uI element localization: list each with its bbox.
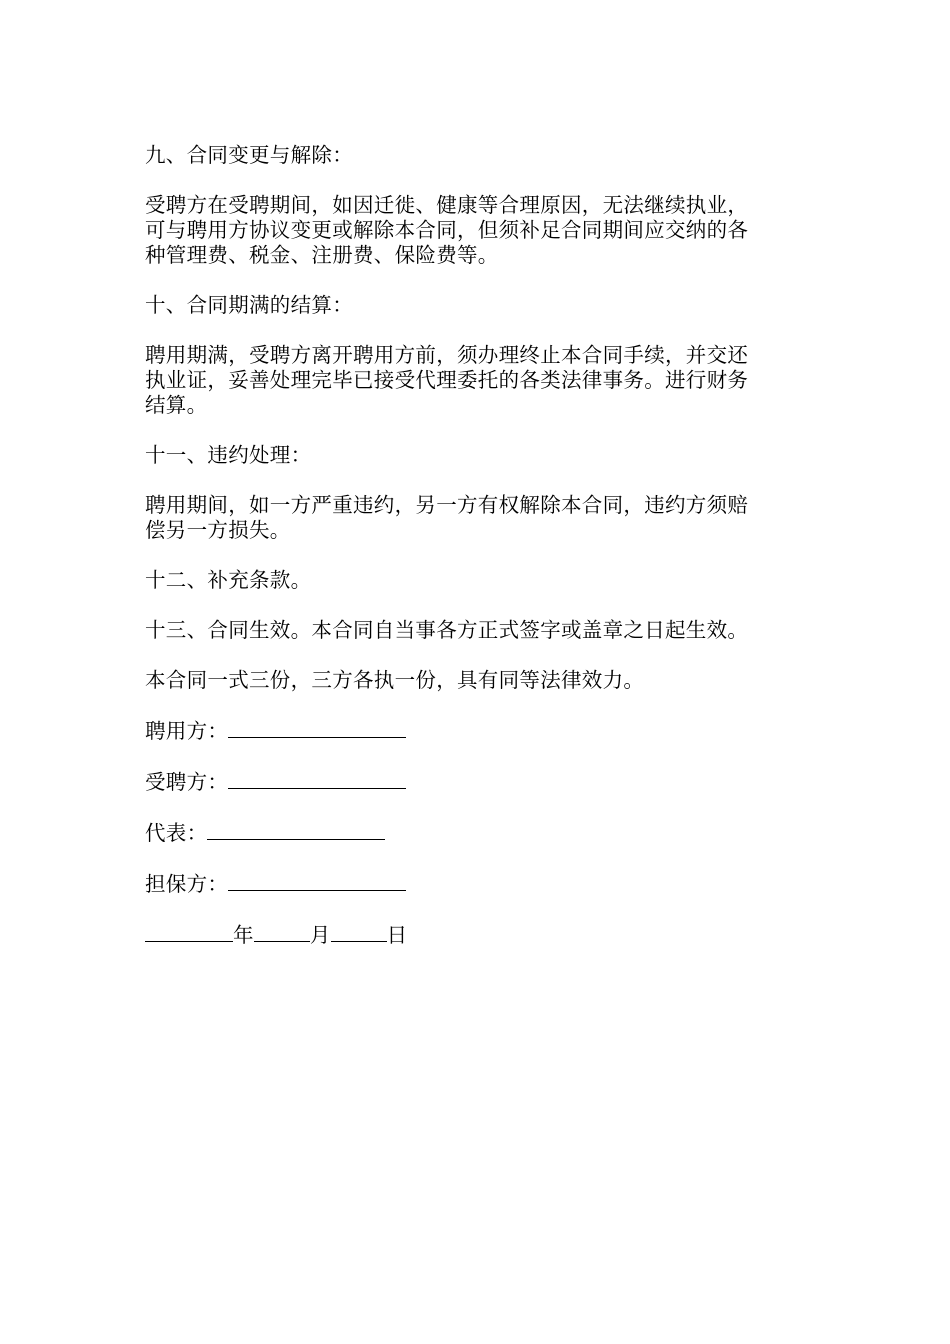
representative-signature-blank[interactable] — [207, 820, 385, 840]
employer-label: 聘用方： — [145, 719, 229, 743]
guarantor-signature-blank[interactable] — [228, 871, 406, 891]
section-9-heading: 九、合同变更与解除： — [145, 143, 353, 167]
representative-label: 代表： — [145, 821, 208, 845]
guarantor-signature-row — [145, 871, 810, 897]
year-label: 年 — [233, 923, 254, 947]
section-10-heading: 十、合同期满的结算： — [145, 293, 353, 317]
guarantor-label: 担保方： — [145, 872, 229, 896]
section-10-line-2: 执业证，妥善处理完毕已接受代理委托的各类法律事务。进行财务 — [145, 368, 749, 392]
section-11-body — [145, 493, 810, 543]
section-9-line-1: 受聘方在受聘期间，如因迁徙、健康等合理原因，无法继续执业， — [145, 193, 749, 217]
employee-label: 受聘方： — [145, 770, 229, 794]
section-11-line-2: 偿另一方损失。 — [145, 518, 291, 542]
section-10-line-3: 结算。 — [145, 393, 208, 417]
section-10-body — [145, 343, 810, 418]
date-row — [145, 922, 810, 948]
representative-signature-row — [145, 820, 810, 846]
section-12: 十二、补充条款。 — [145, 568, 312, 592]
month-label: 月 — [309, 923, 331, 947]
day-blank[interactable] — [331, 922, 387, 942]
section-9-line-3: 种管理费、税金、注册费、保险费等。 — [145, 243, 499, 267]
section-11-heading: 十一、违约处理： — [145, 443, 312, 467]
employer-signature-blank[interactable] — [228, 718, 406, 738]
year-blank[interactable] — [145, 922, 233, 942]
employer-signature-row — [145, 718, 810, 744]
month-blank[interactable] — [254, 922, 310, 942]
section-10-line-1: 聘用期满，受聘方离开聘用方前，须办理终止本合同手续，并交还 — [145, 343, 749, 367]
copies-clause: 本合同一式三份，三方各执一份，具有同等法律效力。 — [145, 668, 645, 692]
document-page — [145, 143, 810, 948]
employee-signature-row — [145, 769, 810, 795]
employee-signature-blank[interactable] — [228, 769, 406, 789]
section-11-line-1: 聘用期间，如一方严重违约，另一方有权解除本合同，违约方须赔 — [145, 493, 749, 517]
section-13: 十三、合同生效。本合同自当事各方正式签字或盖章之日起生效。 — [145, 618, 749, 642]
day-label: 日 — [386, 923, 408, 947]
section-9-line-2: 可与聘用方协议变更或解除本合同，但须补足合同期间应交纳的各 — [145, 218, 749, 242]
section-9-body — [145, 193, 810, 268]
